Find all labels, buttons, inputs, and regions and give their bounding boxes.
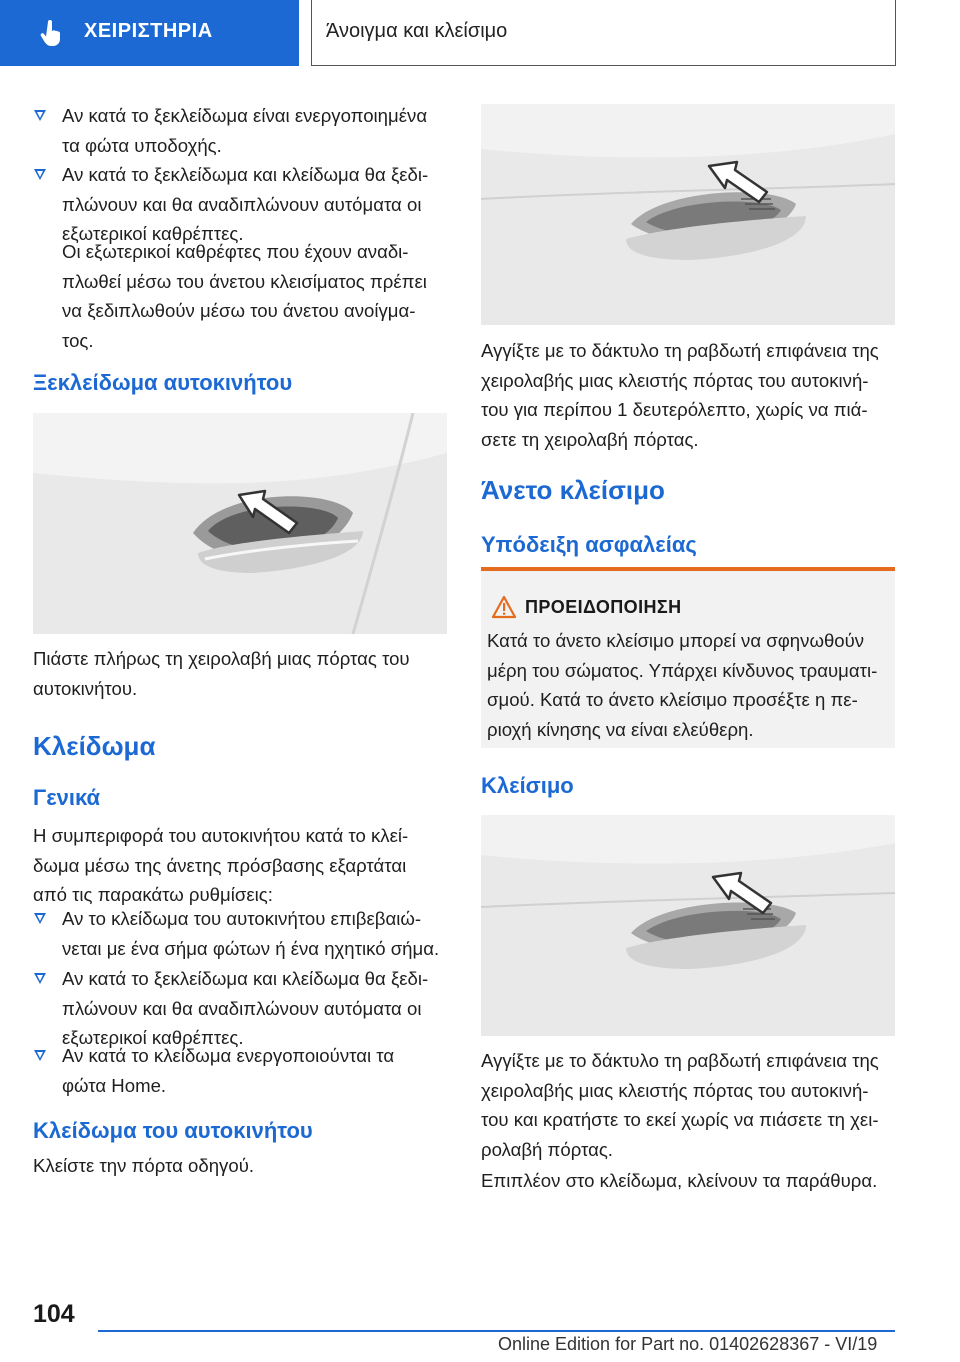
- door-handle-touch-photo: [481, 104, 895, 325]
- paragraph: Επιπλέον στο κλείδωμα, κλείνουν τα παράθυρα.: [481, 1170, 878, 1191]
- bullet-triangle-icon: [34, 110, 46, 121]
- paragraph: Η συμπεριφορά του αυτοκινήτου κατά το κλεί- δωμα μέσω της άνετης πρόσβασης εξαρτάται από τις παρακάτω ρυθμίσεις:: [33, 825, 409, 905]
- paragraph: Αγγίξτε με το δάκτυλο τη ραβδωτή επιφάνεια της χειρολαβής μιας κλειστής πόρτας του αυτοκινή- του για περίπου 1 δευτερόλεπτο, χωρίς να πιά- σετε τη χειρολαβή πόρτας.: [481, 340, 879, 450]
- bullet-triangle-icon: [34, 973, 46, 984]
- bullet-triangle-icon: [34, 169, 46, 180]
- list-item: Αν κατά το ξεκλείδωμα και κλείδωμα θα ξεδι- πλώνουν και θα αναδιπλώνουν αυτόματα οι εξωτερικοί καθρέπτες.: [62, 160, 428, 249]
- door-handle-hold-photo: [481, 815, 895, 1036]
- section-title: Άνοιγμα και κλείσιμο: [326, 20, 508, 42]
- heading-unlock-vehicle: Ξεκλείδωμα αυτοκινήτου: [33, 370, 293, 395]
- paragraph: Αγγίξτε με το δάκτυλο τη ραβδωτή επιφάνεια της χειρολαβής μιας κλειστής πόρτας του αυτοκινή- του και κρατήστε το εκεί χωρίς να πιάσετε τη χει- ρολαβή πόρτας.: [481, 1050, 879, 1160]
- heading-locking: Κλείδωμα: [33, 731, 156, 761]
- hand-pointer-icon: [36, 18, 66, 48]
- heading-safety-note: Υπόδειξη ασφαλείας: [481, 532, 697, 557]
- bullet-triangle-icon: [34, 1050, 46, 1061]
- heading-comfort-close: Άνετο κλείσιμο: [481, 475, 665, 505]
- list-item: Αν κατά το ξεκλείδωμα και κλείδωμα θα ξεδι- πλώνουν και θα αναδιπλώνουν αυτόματα οι εξωτερικοί καθρέπτες.: [62, 964, 428, 1053]
- list-item: Αν κατά το ξεκλείδωμα είναι ενεργοποιημένα τα φώτα υποδοχής.: [62, 101, 427, 160]
- warning-title: ΠΡΟΕΙΔΟΠΟΙΗΣΗ: [525, 597, 682, 617]
- heading-general: Γενικά: [33, 785, 101, 810]
- bullet-triangle-icon: [34, 913, 46, 924]
- paragraph: Πιάστε πλήρως τη χειρολαβή μιας πόρτας του αυτοκινήτου.: [33, 648, 410, 699]
- section-title-box: [311, 0, 896, 66]
- list-item: Αν κατά το κλείδωμα ενεργοποιούνται τα φώτα Home.: [62, 1041, 394, 1100]
- door-handle-grip-photo: [33, 413, 447, 634]
- list-item: Αν το κλείδωμα του αυτοκινήτου επιβεβαιώ- νεται με ένα σήμα φώτων ή ένα ηχητικό σήμα.: [62, 904, 439, 963]
- footer-edition-link[interactable]: Online Edition for Part no. 01402628367 - VI/19: [498, 1334, 878, 1354]
- warning-triangle-icon: [491, 595, 517, 619]
- paragraph: Κλείστε την πόρτα οδηγού.: [33, 1155, 255, 1176]
- warning-box: [481, 567, 895, 748]
- heading-lock-vehicle: Κλείδωμα του αυτοκινήτου: [33, 1118, 313, 1143]
- heading-closing: Κλείσιμο: [481, 773, 574, 798]
- note-paragraph: Οι εξωτερικοί καθρέφτες που έχουν αναδι- πλωθεί μέσω του άνετου κλεισίματος πρέπει να ξεδιπλωθούν μέσω του άνετου ανοίγμα- τος.: [62, 241, 427, 351]
- footer-divider: [98, 1330, 895, 1332]
- page-number: 104: [33, 1300, 75, 1328]
- warning-text: Κατά το άνετο κλείσιμο μπορεί να σφηνωθούν μέρη του σώματος. Υπάρχει κίνδυνος τραυματι- σμού. Κατά το άνετο κλείσιμο προσέξτε η πε- ριοχή κίνησης να είναι ελεύθερη.: [487, 630, 878, 740]
- chapter-tab-label: ΧΕΙΡΙΣΤΗΡΙΑ: [84, 20, 213, 42]
- chapter-tab[interactable]: [0, 0, 299, 66]
